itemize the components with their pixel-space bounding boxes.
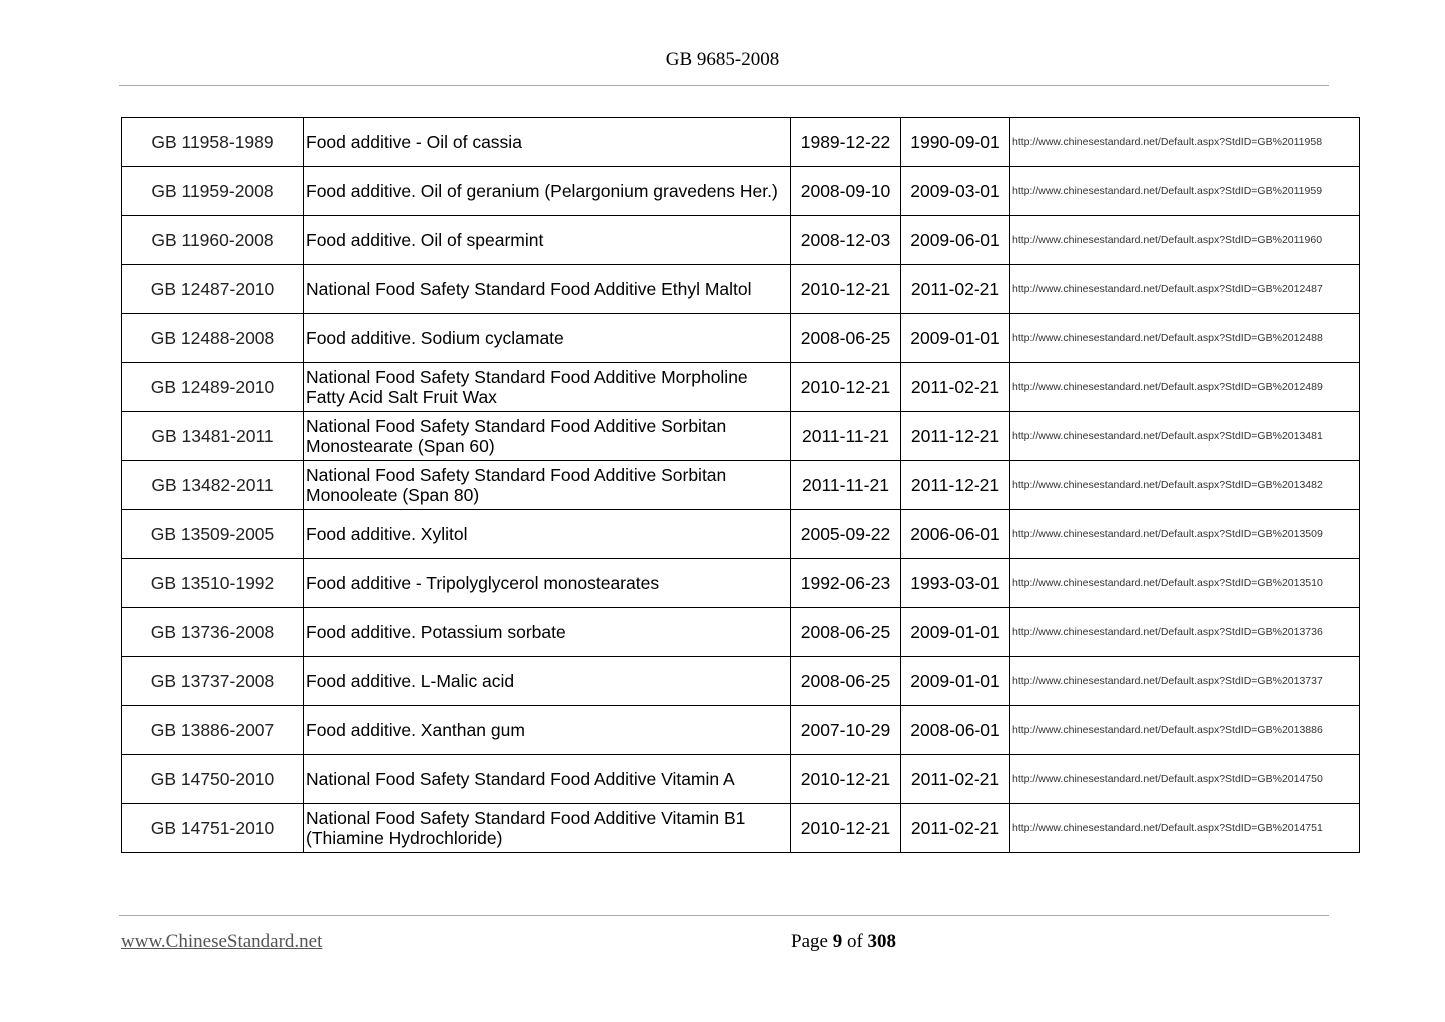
- standard-name-cell: Food additive. Xanthan gum: [304, 706, 791, 755]
- standard-url-link[interactable]: http://www.chinesestandard.net/Default.aspx?StdID=GB%2011960: [1010, 216, 1360, 265]
- standard-code-cell: GB 12487-2010: [122, 265, 304, 314]
- standard-name-cell: Food additive. L-Malic acid: [304, 657, 791, 706]
- standard-url-link[interactable]: http://www.chinesestandard.net/Default.aspx?StdID=GB%2013736: [1010, 608, 1360, 657]
- issue-date-cell: 2010-12-21: [791, 265, 901, 314]
- effective-date-cell: 2009-01-01: [901, 608, 1010, 657]
- table-row: [122, 461, 1360, 510]
- standards-table: [121, 117, 1360, 853]
- standard-name-cell: Food additive. Xylitol: [304, 510, 791, 559]
- table-row: [122, 118, 1360, 167]
- issue-date-cell: 2008-06-25: [791, 314, 901, 363]
- page-header-title: GB 9685-2008: [665, 49, 780, 70]
- effective-date-cell: 1990-09-01: [901, 118, 1010, 167]
- effective-date-cell: 2009-01-01: [901, 314, 1010, 363]
- issue-date-cell: 1989-12-22: [791, 118, 901, 167]
- standard-url-link[interactable]: http://www.chinesestandard.net/Default.aspx?StdID=GB%2011959: [1010, 167, 1360, 216]
- issue-date-cell: 2008-12-03: [791, 216, 901, 265]
- standard-name-cell: National Food Safety Standard Food Additive Ethyl Maltol: [304, 265, 791, 314]
- standard-code-cell: GB 13886-2007: [122, 706, 304, 755]
- table-row: [122, 412, 1360, 461]
- standard-code-cell: GB 12488-2008: [122, 314, 304, 363]
- standard-name-cell: Food additive. Oil of spearmint: [304, 216, 791, 265]
- table-row: [122, 314, 1360, 363]
- standard-code-cell: GB 11960-2008: [122, 216, 304, 265]
- standard-code-cell: GB 13509-2005: [122, 510, 304, 559]
- standard-name-cell: Food additive. Oil of geranium (Pelargonium gravedens Her.): [304, 167, 791, 216]
- standards-table-body: [122, 118, 1360, 853]
- effective-date-cell: 2011-02-21: [901, 265, 1010, 314]
- standard-code-cell: GB 13736-2008: [122, 608, 304, 657]
- effective-date-cell: 2011-12-21: [901, 461, 1010, 510]
- effective-date-cell: 2008-06-01: [901, 706, 1010, 755]
- page-of: of: [846, 931, 863, 952]
- table-row: [122, 216, 1360, 265]
- effective-date-cell: 2009-01-01: [901, 657, 1010, 706]
- effective-date-cell: 2011-12-21: [901, 412, 1010, 461]
- table-row: [122, 510, 1360, 559]
- standard-name-cell: National Food Safety Standard Food Additive Sorbitan Monostearate (Span 60): [304, 412, 791, 461]
- issue-date-cell: 2007-10-29: [791, 706, 901, 755]
- table-row: [122, 657, 1360, 706]
- standard-url-link[interactable]: http://www.chinesestandard.net/Default.aspx?StdID=GB%2013509: [1010, 510, 1360, 559]
- standard-url-link[interactable]: http://www.chinesestandard.net/Default.aspx?StdID=GB%2013510: [1010, 559, 1360, 608]
- effective-date-cell: 2011-02-21: [901, 755, 1010, 804]
- standard-url-link[interactable]: http://www.chinesestandard.net/Default.aspx?StdID=GB%2013481: [1010, 412, 1360, 461]
- standard-url-link[interactable]: http://www.chinesestandard.net/Default.aspx?StdID=GB%2013886: [1010, 706, 1360, 755]
- standard-code-cell: GB 11958-1989: [122, 118, 304, 167]
- standard-code-cell: GB 13510-1992: [122, 559, 304, 608]
- standard-url-link[interactable]: http://www.chinesestandard.net/Default.aspx?StdID=GB%2012488: [1010, 314, 1360, 363]
- standard-code-cell: GB 11959-2008: [122, 167, 304, 216]
- issue-date-cell: 2011-11-21: [791, 412, 901, 461]
- standard-code-cell: GB 13737-2008: [122, 657, 304, 706]
- issue-date-cell: 2005-09-22: [791, 510, 901, 559]
- footer-site-link[interactable]: www.ChineseStandard.net: [121, 931, 323, 952]
- table-row: [122, 706, 1360, 755]
- page-current: 9: [832, 931, 843, 952]
- effective-date-cell: 2006-06-01: [901, 510, 1010, 559]
- standard-url-link[interactable]: http://www.chinesestandard.net/Default.aspx?StdID=GB%2012487: [1010, 265, 1360, 314]
- standard-url-link[interactable]: http://www.chinesestandard.net/Default.aspx?StdID=GB%2013482: [1010, 461, 1360, 510]
- issue-date-cell: 2008-09-10: [791, 167, 901, 216]
- effective-date-cell: 1993-03-01: [901, 559, 1010, 608]
- table-row: [122, 363, 1360, 412]
- issue-date-cell: 2008-06-25: [791, 657, 901, 706]
- table-row: [122, 167, 1360, 216]
- effective-date-cell: 2011-02-21: [901, 804, 1010, 853]
- standard-name-cell: Food additive. Sodium cyclamate: [304, 314, 791, 363]
- issue-date-cell: 2008-06-25: [791, 608, 901, 657]
- standard-name-cell: Food additive - Tripolyglycerol monostearates: [304, 559, 791, 608]
- effective-date-cell: 2009-03-01: [901, 167, 1010, 216]
- table-row: [122, 804, 1360, 853]
- page-total: 308: [867, 931, 897, 952]
- standard-name-cell: National Food Safety Standard Food Additive Sorbitan Monooleate (Span 80): [304, 461, 791, 510]
- issue-date-cell: 1992-06-23: [791, 559, 901, 608]
- header-divider: [119, 85, 1329, 86]
- effective-date-cell: 2011-02-21: [901, 363, 1010, 412]
- standard-name-cell: National Food Safety Standard Food Additive Vitamin A: [304, 755, 791, 804]
- table-row: [122, 265, 1360, 314]
- standard-code-cell: GB 14751-2010: [122, 804, 304, 853]
- page-prefix: Page: [791, 931, 828, 952]
- issue-date-cell: 2010-12-21: [791, 755, 901, 804]
- standard-url-link[interactable]: http://www.chinesestandard.net/Default.aspx?StdID=GB%2011958: [1010, 118, 1360, 167]
- standard-name-cell: Food additive. Potassium sorbate: [304, 608, 791, 657]
- standard-code-cell: GB 13481-2011: [122, 412, 304, 461]
- table-row: [122, 608, 1360, 657]
- footer-page-number: [791, 931, 896, 953]
- standard-name-cell: Food additive - Oil of cassia: [304, 118, 791, 167]
- standard-url-link[interactable]: http://www.chinesestandard.net/Default.aspx?StdID=GB%2013737: [1010, 657, 1360, 706]
- standard-name-cell: National Food Safety Standard Food Additive Morpholine Fatty Acid Salt Fruit Wax: [304, 363, 791, 412]
- standard-code-cell: GB 14750-2010: [122, 755, 304, 804]
- table-row: [122, 755, 1360, 804]
- standard-code-cell: GB 13482-2011: [122, 461, 304, 510]
- standard-name-cell: National Food Safety Standard Food Additive Vitamin B1 (Thiamine Hydrochloride): [304, 804, 791, 853]
- standard-code-cell: GB 12489-2010: [122, 363, 304, 412]
- issue-date-cell: 2011-11-21: [791, 461, 901, 510]
- issue-date-cell: 2010-12-21: [791, 804, 901, 853]
- standard-url-link[interactable]: http://www.chinesestandard.net/Default.aspx?StdID=GB%2012489: [1010, 363, 1360, 412]
- effective-date-cell: 2009-06-01: [901, 216, 1010, 265]
- footer-divider: [119, 915, 1329, 916]
- standard-url-link[interactable]: http://www.chinesestandard.net/Default.aspx?StdID=GB%2014750: [1010, 755, 1360, 804]
- standard-url-link[interactable]: http://www.chinesestandard.net/Default.aspx?StdID=GB%2014751: [1010, 804, 1360, 853]
- table-row: [122, 559, 1360, 608]
- issue-date-cell: 2010-12-21: [791, 363, 901, 412]
